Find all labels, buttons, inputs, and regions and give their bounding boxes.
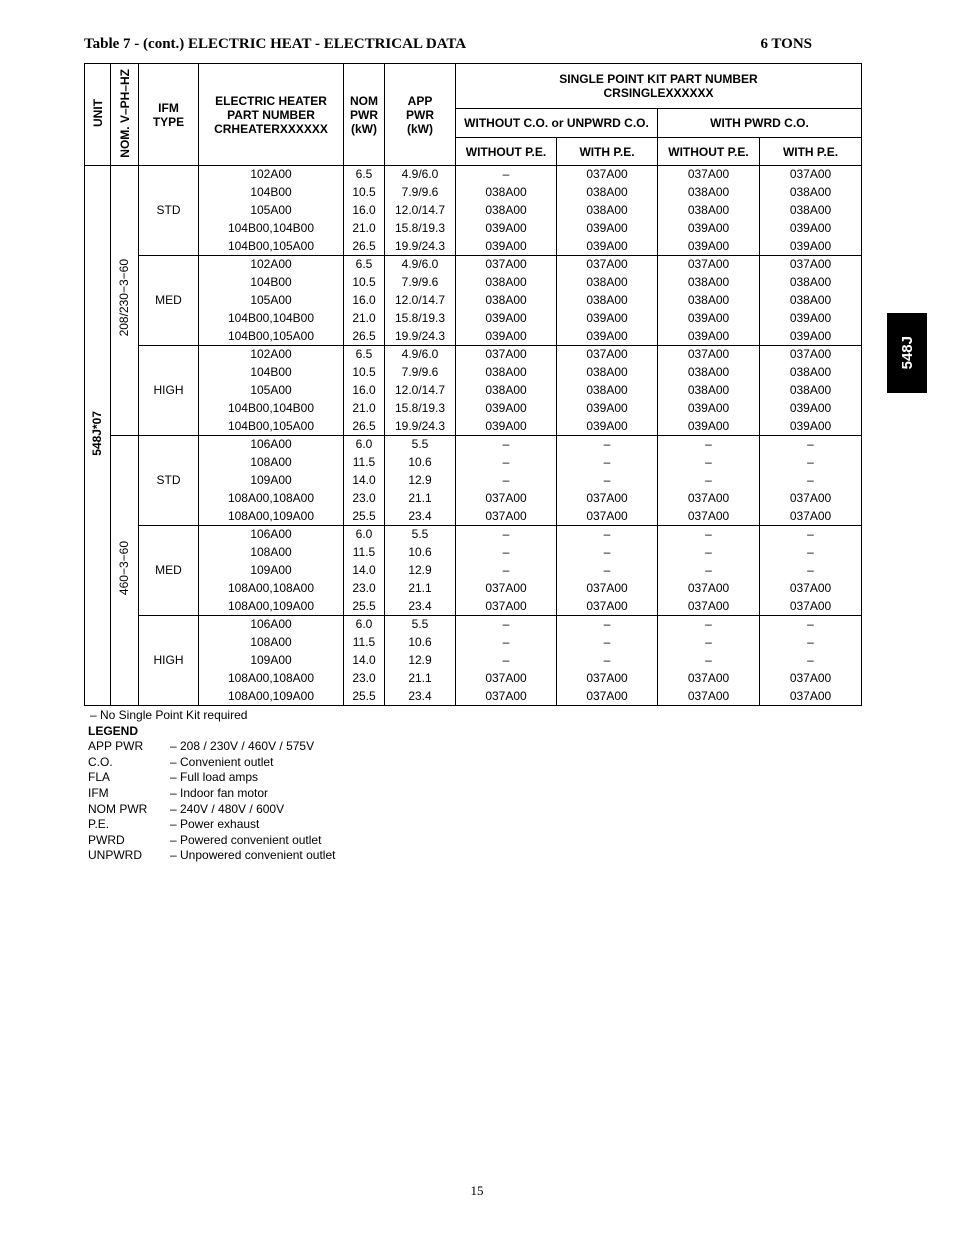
kit-without-co-with-pe-cell: 038A00	[557, 184, 658, 202]
electric-heat-table	[84, 63, 862, 706]
nom-pwr-cell: 16.0	[344, 382, 385, 400]
table-row	[85, 310, 862, 328]
nom-pwr-cell: 6.0	[344, 526, 385, 544]
nom-pwr-cell: 6.5	[344, 346, 385, 364]
app-pwr-cell: 5.5	[385, 436, 456, 454]
table-row	[85, 616, 862, 634]
table-header	[85, 64, 862, 166]
kit-without-co-with-pe-cell: 038A00	[557, 202, 658, 220]
kit-with-pwrd-co-with-pe-cell: 037A00	[760, 688, 862, 706]
app-pwr-cell: 12.0/14.7	[385, 202, 456, 220]
nom-pwr-cell: 21.0	[344, 400, 385, 418]
kit-without-co-with-pe-cell: –	[557, 544, 658, 562]
nom-pwr-cell: 16.0	[344, 202, 385, 220]
kit-without-co-with-pe-cell: 037A00	[557, 580, 658, 598]
legend-item	[88, 833, 488, 849]
app-pwr-cell: 12.9	[385, 472, 456, 490]
table-row	[85, 598, 862, 616]
legend-definition: – Unpowered convenient outlet	[170, 848, 336, 863]
app-pwr-cell: 12.9	[385, 562, 456, 580]
kit-with-pwrd-co-without-pe-cell: 037A00	[658, 688, 760, 706]
kit-without-co-without-pe-cell: 038A00	[456, 382, 557, 400]
legend-item	[88, 739, 488, 755]
nom-pwr-cell: 6.0	[344, 436, 385, 454]
kit-with-pwrd-co-with-pe-cell: –	[760, 616, 862, 634]
ifm-type-cell: STD	[139, 436, 199, 526]
kit-with-pwrd-co-without-pe-cell: 039A00	[658, 328, 760, 346]
kit-without-co-with-pe-cell: –	[557, 454, 658, 472]
heater-part-cell: 108A00,109A00	[199, 688, 344, 706]
single-point-header: SINGLE POINT KIT PART NUMBER CRSINGLEXXXXXX	[456, 64, 862, 109]
legend-abbr: FLA	[88, 770, 111, 785]
voltage-header: NOM. V–PH–HZ	[111, 64, 139, 166]
kit-with-pwrd-co-with-pe-cell: –	[760, 526, 862, 544]
kit-without-co-with-pe-cell: 037A00	[557, 166, 658, 184]
kit-with-pwrd-co-with-pe-cell: 039A00	[760, 220, 862, 238]
ifm-type-cell: HIGH	[139, 616, 199, 706]
kit-without-co-without-pe-cell: –	[456, 634, 557, 652]
nom-pwr-cell: 11.5	[344, 634, 385, 652]
table-row	[85, 220, 862, 238]
kit-with-pwrd-co-without-pe-cell: –	[658, 562, 760, 580]
nom-pwr-cell: 26.5	[344, 238, 385, 256]
heater-part-cell: 104B00	[199, 274, 344, 292]
kit-with-pwrd-co-with-pe-cell: 038A00	[760, 184, 862, 202]
heater-part-cell: 104B00	[199, 184, 344, 202]
kit-with-pwrd-co-with-pe-cell: 037A00	[760, 580, 862, 598]
heater-part-cell: 109A00	[199, 562, 344, 580]
table-row	[85, 454, 862, 472]
kit-without-co-with-pe-cell: 037A00	[557, 346, 658, 364]
table-row	[85, 634, 862, 652]
table-row	[85, 526, 862, 544]
table-row	[85, 364, 862, 382]
nom-pwr-cell: 26.5	[344, 418, 385, 436]
nom-pwr-cell: 14.0	[344, 562, 385, 580]
kit-without-co-with-pe-cell: 037A00	[557, 670, 658, 688]
kit-with-pwrd-co-without-pe-cell: 037A00	[658, 166, 760, 184]
heater-part-cell: 108A00,108A00	[199, 580, 344, 598]
heater-part-cell: 104B00,105A00	[199, 328, 344, 346]
nom-pwr-cell: 25.5	[344, 598, 385, 616]
kit-with-pwrd-co-without-pe-cell: –	[658, 634, 760, 652]
table-row	[85, 274, 862, 292]
heater-part-cell: 108A00	[199, 544, 344, 562]
nom-pwr-cell: 6.5	[344, 256, 385, 274]
ifm-type-cell: MED	[139, 256, 199, 346]
nom-pwr-cell: 16.0	[344, 292, 385, 310]
notes-block	[88, 708, 488, 864]
legend-item	[88, 755, 488, 771]
kit-with-pwrd-co-without-pe-cell: 039A00	[658, 400, 760, 418]
kit-without-co-with-pe-cell: 038A00	[557, 364, 658, 382]
app-pwr-cell: 23.4	[385, 598, 456, 616]
kit-with-pwrd-co-without-pe-cell: –	[658, 616, 760, 634]
kit-with-pwrd-co-without-pe-cell: 037A00	[658, 508, 760, 526]
voltage-cell: 208/230−3−60	[111, 166, 139, 436]
table-row	[85, 472, 862, 490]
kit-without-co-without-pe-cell: –	[456, 616, 557, 634]
kit-without-co-with-pe-cell: 037A00	[557, 598, 658, 616]
heater-part-cell: 109A00	[199, 472, 344, 490]
kit-with-pwrd-co-with-pe-cell: 039A00	[760, 310, 862, 328]
legend-definition: – Powered convenient outlet	[170, 832, 322, 847]
table-row	[85, 490, 862, 508]
table-row	[85, 184, 862, 202]
heater-part-cell: 102A00	[199, 166, 344, 184]
heater-part-cell: 104B00,104B00	[199, 220, 344, 238]
with-pe-header: WITH P.E.	[760, 138, 862, 166]
legend-definition: – Indoor fan motor	[170, 785, 269, 800]
app-pwr-cell: 10.6	[385, 544, 456, 562]
table-row	[85, 202, 862, 220]
kit-without-co-with-pe-cell: –	[557, 472, 658, 490]
heater-part-cell: 108A00,109A00	[199, 508, 344, 526]
heater-part-cell: 104B00,104B00	[199, 400, 344, 418]
app-pwr-cell: 21.1	[385, 670, 456, 688]
table-row	[85, 400, 862, 418]
kit-without-co-without-pe-cell: –	[456, 472, 557, 490]
app-pwr-cell: 7.9/9.6	[385, 364, 456, 382]
heater-part-cell: 106A00	[199, 436, 344, 454]
nom-pwr-cell: 6.5	[344, 166, 385, 184]
kit-with-pwrd-co-with-pe-cell: 037A00	[760, 346, 862, 364]
unit-cell: 548J*07	[85, 166, 111, 706]
kit-without-co-without-pe-cell: 039A00	[456, 238, 557, 256]
kit-without-co-with-pe-cell: 037A00	[557, 490, 658, 508]
app-pwr-cell: 12.0/14.7	[385, 292, 456, 310]
kit-without-co-without-pe-cell: 039A00	[456, 328, 557, 346]
app-pwr-cell: 23.4	[385, 688, 456, 706]
with-pe-header: WITH P.E.	[557, 138, 658, 166]
app-pwr-cell: 12.0/14.7	[385, 382, 456, 400]
app-pwr-cell: 4.9/6.0	[385, 346, 456, 364]
app-pwr-cell: 4.9/6.0	[385, 166, 456, 184]
kit-without-co-without-pe-cell: 037A00	[456, 490, 557, 508]
kit-with-pwrd-co-without-pe-cell: 038A00	[658, 184, 760, 202]
kit-without-co-without-pe-cell: 038A00	[456, 184, 557, 202]
table-row	[85, 670, 862, 688]
kit-without-co-without-pe-cell: 037A00	[456, 508, 557, 526]
kit-with-pwrd-co-without-pe-cell: –	[658, 454, 760, 472]
kit-without-co-with-pe-cell: –	[557, 562, 658, 580]
table-row	[85, 436, 862, 454]
heater-part-cell: 105A00	[199, 292, 344, 310]
nom-pwr-cell: 6.0	[344, 616, 385, 634]
heater-part-cell: 104B00,105A00	[199, 238, 344, 256]
kit-without-co-without-pe-cell: 039A00	[456, 418, 557, 436]
kit-without-co-with-pe-cell: 039A00	[557, 310, 658, 328]
kit-without-co-without-pe-cell: –	[456, 454, 557, 472]
kit-with-pwrd-co-with-pe-cell: 039A00	[760, 418, 862, 436]
legend-item	[88, 817, 488, 833]
kit-with-pwrd-co-without-pe-cell: 039A00	[658, 220, 760, 238]
kit-with-pwrd-co-without-pe-cell: 037A00	[658, 256, 760, 274]
kit-with-pwrd-co-with-pe-cell: –	[760, 562, 862, 580]
table-row	[85, 508, 862, 526]
app-pwr-cell: 19.9/24.3	[385, 328, 456, 346]
heater-part-cell: 108A00,108A00	[199, 490, 344, 508]
kit-with-pwrd-co-without-pe-cell: 038A00	[658, 202, 760, 220]
kit-with-pwrd-co-without-pe-cell: 039A00	[658, 238, 760, 256]
kit-with-pwrd-co-without-pe-cell: –	[658, 652, 760, 670]
app-pwr-cell: 5.5	[385, 616, 456, 634]
app-pwr-cell: 19.9/24.3	[385, 238, 456, 256]
legend-item	[88, 802, 488, 818]
footnote: – No Single Point Kit required	[90, 708, 248, 722]
legend-item	[88, 770, 488, 786]
heater-part-cell: 102A00	[199, 346, 344, 364]
kit-without-co-without-pe-cell: –	[456, 562, 557, 580]
table-row	[85, 562, 862, 580]
kit-with-pwrd-co-with-pe-cell: 038A00	[760, 274, 862, 292]
table-row	[85, 292, 862, 310]
table-row	[85, 652, 862, 670]
kit-with-pwrd-co-with-pe-cell: –	[760, 544, 862, 562]
heater-part-cell: 105A00	[199, 382, 344, 400]
legend-abbr: P.E.	[88, 817, 110, 832]
kit-with-pwrd-co-with-pe-cell: 039A00	[760, 328, 862, 346]
kit-with-pwrd-co-without-pe-cell: 038A00	[658, 292, 760, 310]
nom-pwr-cell: 14.0	[344, 472, 385, 490]
kit-without-co-with-pe-cell: 037A00	[557, 508, 658, 526]
kit-with-pwrd-co-without-pe-cell: 037A00	[658, 346, 760, 364]
app-pwr-cell: 15.8/19.3	[385, 400, 456, 418]
heater-part-cell: 108A00	[199, 454, 344, 472]
nom-pwr-cell: 11.5	[344, 454, 385, 472]
kit-without-co-with-pe-cell: 037A00	[557, 256, 658, 274]
nom-pwr-cell: 10.5	[344, 274, 385, 292]
legend-item	[88, 848, 488, 864]
heater-part-cell: 104B00,105A00	[199, 418, 344, 436]
page-header	[84, 36, 814, 56]
kit-with-pwrd-co-with-pe-cell: 037A00	[760, 256, 862, 274]
table-title: Table 7 - (cont.) ELECTRIC HEAT - ELECTRICAL DATA	[84, 36, 467, 52]
ifm-type-cell: STD	[139, 166, 199, 256]
legend-list	[88, 739, 488, 864]
nom-pwr-cell: 23.0	[344, 490, 385, 508]
table-row	[85, 580, 862, 598]
kit-without-co-without-pe-cell: 039A00	[456, 400, 557, 418]
without-pe-header: WITHOUT P.E.	[456, 138, 557, 166]
section-tab	[887, 313, 927, 393]
app-pwr-header: APP PWR (kW)	[385, 64, 456, 166]
kit-with-pwrd-co-with-pe-cell: 038A00	[760, 382, 862, 400]
nom-pwr-cell: 23.0	[344, 580, 385, 598]
legend-item	[88, 786, 488, 802]
unit-header: UNIT	[85, 64, 111, 166]
app-pwr-cell: 10.6	[385, 634, 456, 652]
table-row	[85, 382, 862, 400]
heater-part-cell: 104B00	[199, 364, 344, 382]
kit-with-pwrd-co-without-pe-cell: 038A00	[658, 364, 760, 382]
nom-pwr-cell: 21.0	[344, 310, 385, 328]
kit-without-co-without-pe-cell: 038A00	[456, 274, 557, 292]
kit-without-co-with-pe-cell: 039A00	[557, 238, 658, 256]
heater-part-header: ELECTRIC HEATER PART NUMBER CRHEATERXXXXXX	[199, 64, 344, 166]
kit-with-pwrd-co-with-pe-cell: –	[760, 472, 862, 490]
heater-part-cell: 106A00	[199, 526, 344, 544]
kit-with-pwrd-co-without-pe-cell: 037A00	[658, 490, 760, 508]
page-number: 15	[470, 1183, 484, 1198]
without-pe-header: WITHOUT P.E.	[658, 138, 760, 166]
kit-without-co-with-pe-cell: 039A00	[557, 418, 658, 436]
kit-with-pwrd-co-without-pe-cell: –	[658, 544, 760, 562]
ifm-type-header: IFM TYPE	[139, 64, 199, 166]
table-row	[85, 688, 862, 706]
kit-with-pwrd-co-without-pe-cell: 039A00	[658, 310, 760, 328]
kit-with-pwrd-co-without-pe-cell: 037A00	[658, 670, 760, 688]
kit-with-pwrd-co-without-pe-cell: –	[658, 526, 760, 544]
kit-with-pwrd-co-without-pe-cell: 037A00	[658, 580, 760, 598]
kit-without-co-without-pe-cell: –	[456, 436, 557, 454]
voltage-cell: 460−3−60	[111, 436, 139, 706]
app-pwr-cell: 10.6	[385, 454, 456, 472]
kit-without-co-with-pe-cell: 038A00	[557, 274, 658, 292]
legend-definition: – 208 / 230V / 460V / 575V	[170, 739, 315, 754]
kit-without-co-with-pe-cell: 039A00	[557, 400, 658, 418]
kit-without-co-with-pe-cell: 039A00	[557, 220, 658, 238]
table-row	[85, 544, 862, 562]
legend-definition: – 240V / 480V / 600V	[170, 801, 285, 816]
kit-without-co-without-pe-cell: 038A00	[456, 364, 557, 382]
kit-without-co-with-pe-cell: –	[557, 634, 658, 652]
kit-with-pwrd-co-without-pe-cell: 038A00	[658, 382, 760, 400]
app-pwr-cell: 15.8/19.3	[385, 220, 456, 238]
kit-with-pwrd-co-with-pe-cell: –	[760, 634, 862, 652]
kit-without-co-without-pe-cell: 037A00	[456, 670, 557, 688]
legend-abbr: APP PWR	[88, 739, 144, 754]
kit-without-co-with-pe-cell: –	[557, 436, 658, 454]
kit-with-pwrd-co-with-pe-cell: 037A00	[760, 490, 862, 508]
kit-without-co-with-pe-cell: –	[557, 526, 658, 544]
kit-without-co-without-pe-cell: 037A00	[456, 256, 557, 274]
nom-pwr-cell: 10.5	[344, 364, 385, 382]
app-pwr-cell: 7.9/9.6	[385, 274, 456, 292]
table-body	[85, 166, 862, 706]
app-pwr-cell: 12.9	[385, 652, 456, 670]
heater-part-cell: 108A00	[199, 634, 344, 652]
kit-with-pwrd-co-with-pe-cell: 038A00	[760, 364, 862, 382]
kit-with-pwrd-co-with-pe-cell: 037A00	[760, 166, 862, 184]
heater-part-cell: 109A00	[199, 652, 344, 670]
table-row	[85, 166, 862, 184]
legend-title: LEGEND	[88, 723, 139, 738]
kit-without-co-with-pe-cell: 039A00	[557, 328, 658, 346]
app-pwr-cell: 21.1	[385, 490, 456, 508]
kit-without-co-without-pe-cell: 039A00	[456, 310, 557, 328]
kit-with-pwrd-co-with-pe-cell: 037A00	[760, 670, 862, 688]
kit-with-pwrd-co-without-pe-cell: 037A00	[658, 598, 760, 616]
heater-part-cell: 102A00	[199, 256, 344, 274]
heater-part-cell: 108A00,108A00	[199, 670, 344, 688]
kit-with-pwrd-co-with-pe-cell: –	[760, 652, 862, 670]
kit-without-co-without-pe-cell: –	[456, 166, 557, 184]
app-pwr-cell: 5.5	[385, 526, 456, 544]
legend-abbr: IFM	[88, 785, 109, 800]
kit-with-pwrd-co-with-pe-cell: 039A00	[760, 400, 862, 418]
table-row	[85, 346, 862, 364]
app-pwr-cell: 15.8/19.3	[385, 310, 456, 328]
table-row	[85, 328, 862, 346]
nom-pwr-cell: 26.5	[344, 328, 385, 346]
kit-without-co-without-pe-cell: 037A00	[456, 598, 557, 616]
kit-without-co-without-pe-cell: 037A00	[456, 580, 557, 598]
nom-pwr-cell: 10.5	[344, 184, 385, 202]
kit-without-co-with-pe-cell: –	[557, 616, 658, 634]
heater-part-cell: 108A00,109A00	[199, 598, 344, 616]
table-row	[85, 256, 862, 274]
legend-abbr: UNPWRD	[88, 848, 142, 863]
nom-pwr-header: NOM PWR (kW)	[344, 64, 385, 166]
kit-without-co-without-pe-cell: 038A00	[456, 292, 557, 310]
app-pwr-cell: 21.1	[385, 580, 456, 598]
legend-definition: – Power exhaust	[170, 817, 260, 832]
kit-with-pwrd-co-without-pe-cell: –	[658, 436, 760, 454]
kit-with-pwrd-co-with-pe-cell: –	[760, 436, 862, 454]
section-tab-label: 548J	[898, 336, 916, 370]
table-row	[85, 418, 862, 436]
legend-abbr: C.O.	[88, 754, 113, 769]
kit-with-pwrd-co-with-pe-cell: 037A00	[760, 598, 862, 616]
app-pwr-cell: 4.9/6.0	[385, 256, 456, 274]
kit-without-co-with-pe-cell: –	[557, 652, 658, 670]
heater-part-cell: 106A00	[199, 616, 344, 634]
ifm-type-cell: MED	[139, 526, 199, 616]
kit-with-pwrd-co-with-pe-cell: –	[760, 454, 862, 472]
kit-with-pwrd-co-without-pe-cell: –	[658, 472, 760, 490]
app-pwr-cell: 7.9/9.6	[385, 184, 456, 202]
nom-pwr-cell: 14.0	[344, 652, 385, 670]
nom-pwr-cell: 25.5	[344, 508, 385, 526]
nom-pwr-cell: 23.0	[344, 670, 385, 688]
tonnage-label: 6 TONS	[760, 36, 812, 52]
kit-with-pwrd-co-without-pe-cell: 039A00	[658, 418, 760, 436]
kit-with-pwrd-co-with-pe-cell: 037A00	[760, 508, 862, 526]
kit-without-co-without-pe-cell: 037A00	[456, 346, 557, 364]
legend-abbr: PWRD	[88, 832, 125, 847]
kit-with-pwrd-co-without-pe-cell: 038A00	[658, 274, 760, 292]
nom-pwr-cell: 21.0	[344, 220, 385, 238]
nom-pwr-cell: 25.5	[344, 688, 385, 706]
ifm-type-cell: HIGH	[139, 346, 199, 436]
table-row	[85, 238, 862, 256]
kit-without-co-without-pe-cell: 038A00	[456, 202, 557, 220]
legend-definition: – Full load amps	[170, 770, 259, 785]
legend-definition: – Convenient outlet	[170, 754, 274, 769]
app-pwr-cell: 19.9/24.3	[385, 418, 456, 436]
kit-without-co-with-pe-cell: 038A00	[557, 382, 658, 400]
kit-without-co-with-pe-cell: 037A00	[557, 688, 658, 706]
kit-without-co-without-pe-cell: 037A00	[456, 688, 557, 706]
app-pwr-cell: 23.4	[385, 508, 456, 526]
kit-without-co-without-pe-cell: –	[456, 652, 557, 670]
heater-part-cell: 104B00,104B00	[199, 310, 344, 328]
with-pwrd-co-header: WITH PWRD C.O.	[658, 109, 862, 138]
legend-abbr: NOM PWR	[88, 801, 148, 816]
kit-without-co-without-pe-cell: 039A00	[456, 220, 557, 238]
heater-part-cell: 105A00	[199, 202, 344, 220]
kit-with-pwrd-co-with-pe-cell: 038A00	[760, 292, 862, 310]
kit-without-co-without-pe-cell: –	[456, 544, 557, 562]
kit-without-co-without-pe-cell: –	[456, 526, 557, 544]
without-co-header: WITHOUT C.O. or UNPWRD C.O.	[456, 109, 658, 138]
nom-pwr-cell: 11.5	[344, 544, 385, 562]
kit-with-pwrd-co-with-pe-cell: 038A00	[760, 202, 862, 220]
kit-without-co-with-pe-cell: 038A00	[557, 292, 658, 310]
kit-with-pwrd-co-with-pe-cell: 039A00	[760, 238, 862, 256]
